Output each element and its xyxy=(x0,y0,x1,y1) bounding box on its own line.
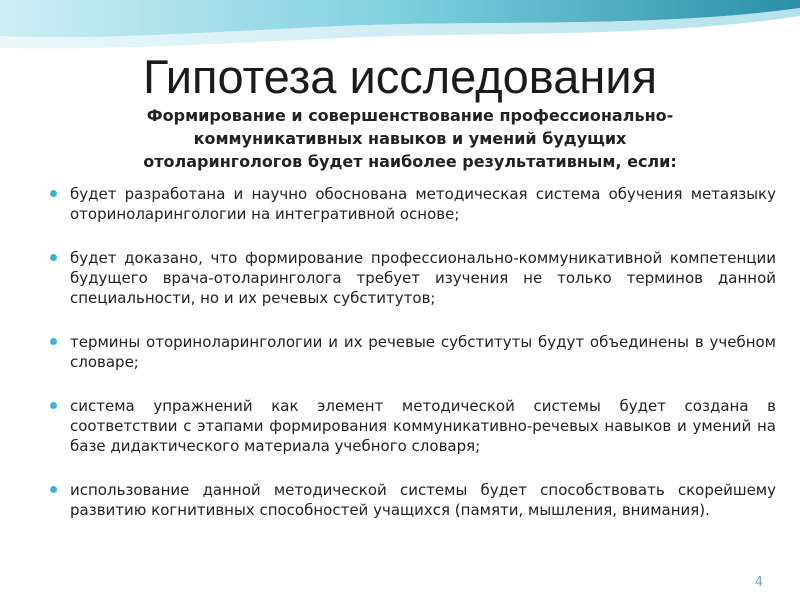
list-item xyxy=(70,480,776,520)
bullet-dot-icon xyxy=(50,190,57,197)
subtitle-line: отоларингологов будет наиболее результативным, если: xyxy=(143,152,677,171)
bullet-dot-icon xyxy=(50,402,57,409)
list-item xyxy=(70,248,776,308)
list-item-text: термины оториноларингологии и их речевые субституты будут объединены в учебном словаре; xyxy=(70,333,776,371)
bullet-dot-icon xyxy=(50,338,57,345)
list-item-text: использование данной методической системы будет способствовать скорейшему развитию когнитивных способностей учащихся (памяти, мышления, внимания). xyxy=(70,481,776,519)
list-item-text: система упражнений как элемент методической системы будет создана в соответствии с этапами формирования коммуникативно-речевых навыков и умений на базе дидактического материала учебного словаря; xyxy=(70,397,776,455)
bullet-dot-icon xyxy=(50,254,57,261)
page-number: 4 xyxy=(754,575,763,590)
list-item xyxy=(70,184,776,224)
list-item-text: будет разработана и научно обоснована методическая система обучения метаязыку оториноларингологии на интегративной основе; xyxy=(70,185,776,223)
slide-subtitle xyxy=(90,104,730,173)
bullet-dot-icon xyxy=(50,486,57,493)
list-item xyxy=(70,332,776,372)
slide-title: Гипотеза исследования xyxy=(142,50,658,103)
subtitle-line: коммуникативных навыков и умений будущих xyxy=(193,129,627,148)
list-item xyxy=(70,396,776,456)
subtitle-line: Формирование и совершенствование профессионально- xyxy=(146,106,674,125)
hypothesis-list xyxy=(70,184,776,544)
list-item-text: будет доказано, что формирование профессионально-коммуникативной компетенции будущего врача-отоларинголога требует изучения не только терминов данной специальности, но и их речевых субститутов; xyxy=(70,249,776,307)
